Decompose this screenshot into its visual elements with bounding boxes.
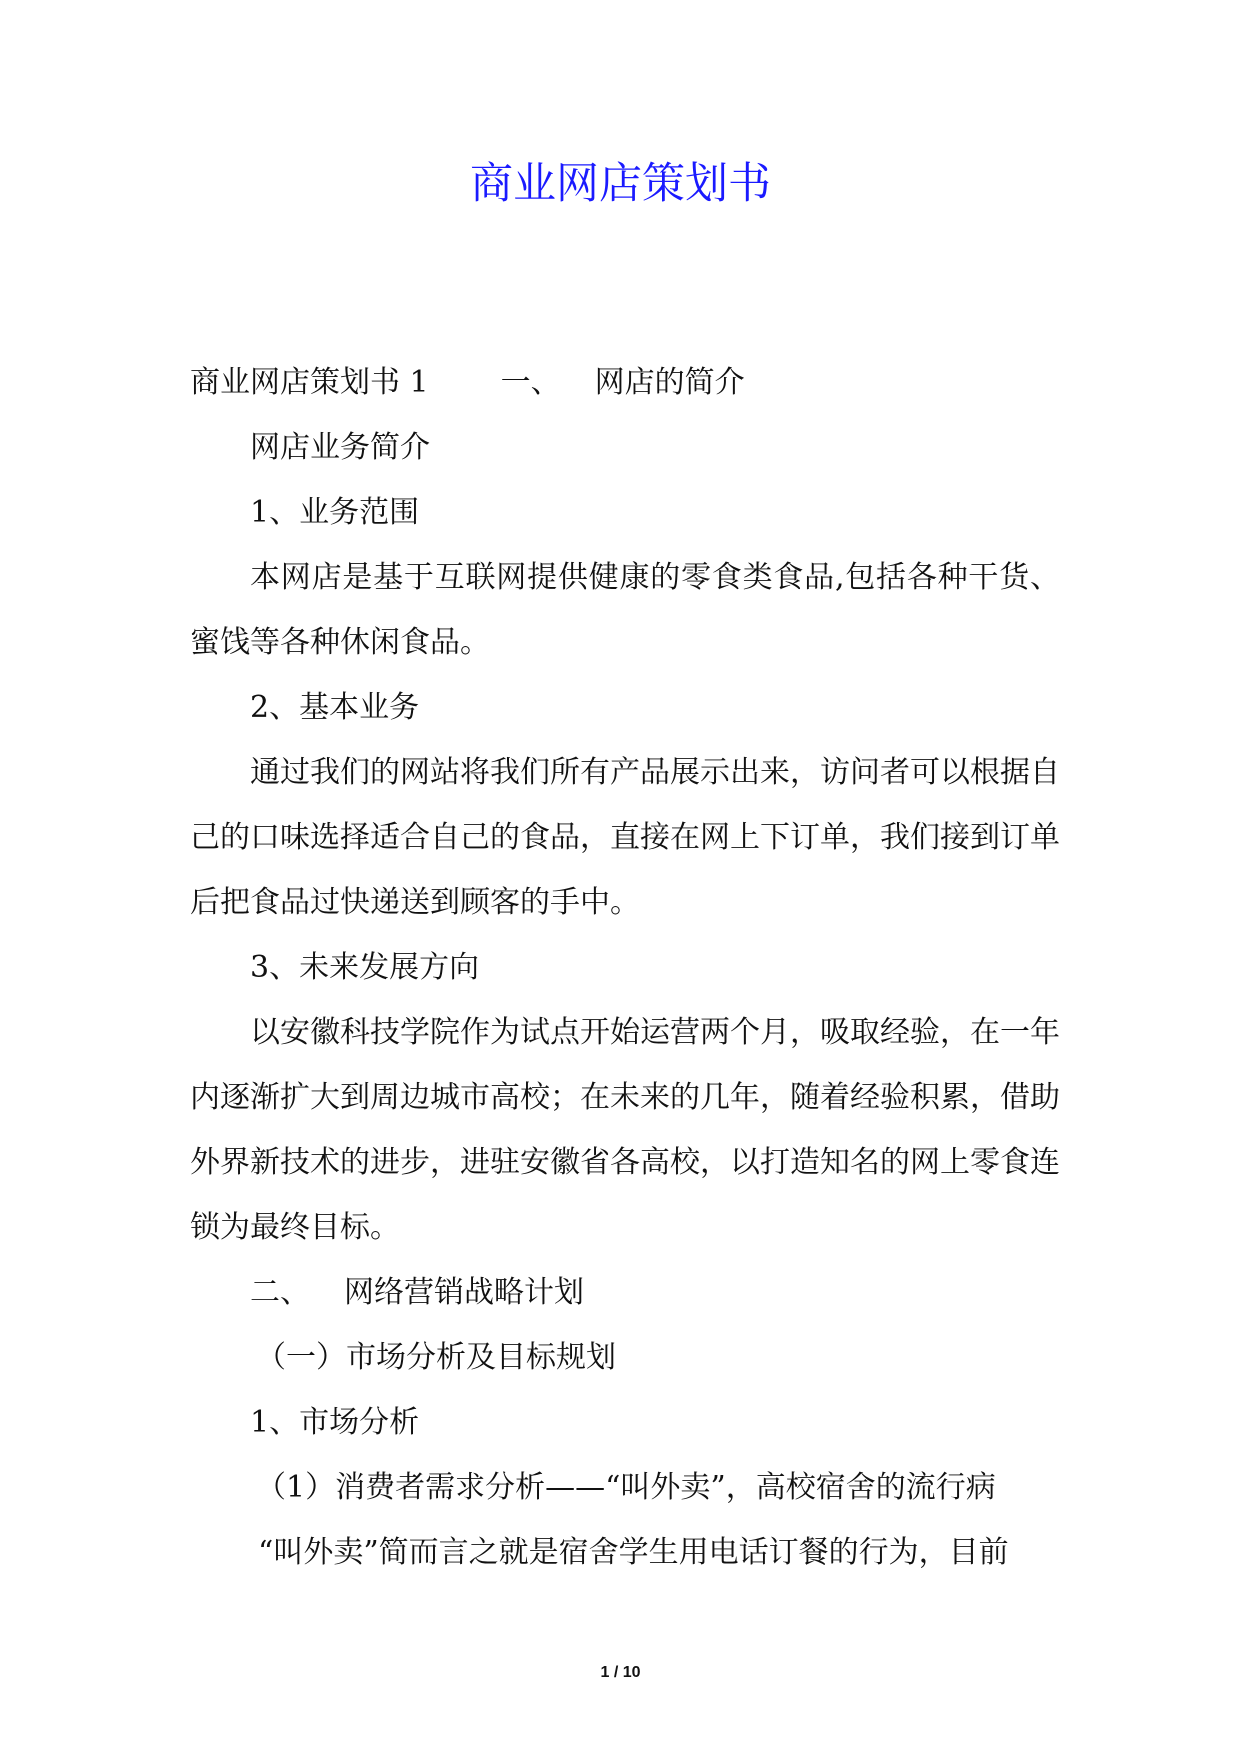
section-two-title: 网络营销战略计划 — [344, 1275, 584, 1310]
first-line — [190, 350, 1060, 415]
doc-label: 商业网店策划书 1 — [190, 365, 429, 400]
section-two-heading — [190, 1260, 1060, 1325]
section-title: 网店的简介 — [594, 365, 745, 400]
section-two-number: 二、 — [250, 1275, 310, 1310]
subsection-market-planning: （一）市场分析及目标规划 — [256, 1340, 616, 1375]
heading-business-scope: 1、业务范围 — [250, 495, 420, 530]
paragraph-future-direction: 以安徽科技学院作为试点开始运营两个月，吸取经验，在一年内逐渐扩大到周边城市高校；在未来的几年，随着经验积累，借助外界新技术的进步，进驻安徽省各高校，以打造知名的网上零食连锁为最终目标。 — [190, 1015, 1060, 1245]
heading-basic-business: 2、基本业务 — [250, 690, 420, 725]
heading-business-intro: 网店业务简介 — [250, 430, 430, 465]
paragraph-basic-business: 通过我们的网站将我们所有产品展示出来，访问者可以根据自己的口味选择适合自己的食品，直接在网上下订单，我们接到订单后把食品过快递送到顾客的手中。 — [190, 755, 1060, 920]
paragraph-business-scope: 本网店是基于互联网提供健康的零食类食品,包括各种干货、蜜饯等各种休闲食品。 — [190, 560, 1060, 660]
heading-future-direction: 3、未来发展方向 — [250, 950, 480, 985]
paragraph-takeout: “叫外卖”简而言之就是宿舍学生用电话订餐的行为，目前 — [258, 1535, 1009, 1570]
section-number: 一、 — [500, 365, 561, 400]
heading-market-analysis: 1、市场分析 — [250, 1405, 420, 1440]
document-body — [190, 350, 1060, 1585]
document-title: 商业网店策划书 — [470, 159, 771, 209]
item-consumer-demand: （1）消费者需求分析——“叫外卖”，高校宿舍的流行病 — [256, 1470, 996, 1505]
page-number: 1 / 10 — [600, 1664, 641, 1681]
